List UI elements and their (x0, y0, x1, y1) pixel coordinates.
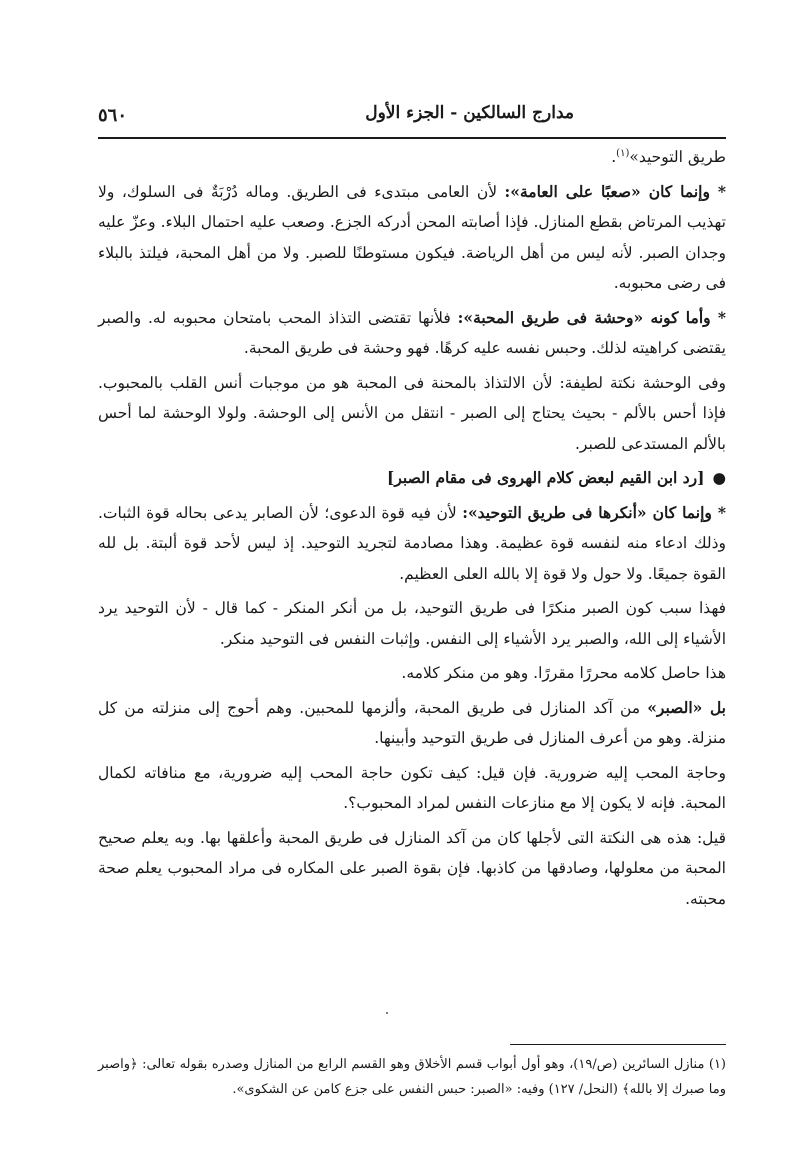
header-rule (98, 137, 726, 139)
footnote-ref[interactable]: (١) (616, 147, 630, 159)
paragraph-tail: . (611, 148, 617, 166)
section-heading (98, 463, 726, 494)
footnote (98, 1052, 726, 1102)
paragraph (98, 303, 726, 364)
paragraph-lead: بل «الصبر» (647, 697, 726, 717)
paragraph-text: لأن فيه قوة الدعوى؛ لأن الصابر يدعى بحاله قوة الثبات. وذلك ادعاء منه لنفسه قوة عظيمة. وهذا مصادمة لتجريد التوحيد. إذ ليس لأحد قوة ألبتة. بل لله القوة جميعًا. ولا حول ولا قوة إلا بالله العلى العظيم. (98, 503, 726, 583)
paragraph-lead: * وإنما كان «صعبًا على العامة»: (504, 181, 726, 201)
running-title: مدارج السالكين - الجزء الأول (365, 103, 574, 123)
page-number: ٥٦٠ (98, 105, 128, 126)
footnote-rule (510, 1044, 726, 1045)
paragraph (98, 593, 726, 654)
paragraph-lead: * وإنما كان «أنكرها فى طريق التوحيد»: (462, 502, 726, 522)
paragraph-text: لأن العامى مبتدىء فى الطريق. وماله دُرْبَةٌ فى السلوك، ولا تهذيب المرتاض بقطع المنازل. فإذا أصابته المحن أدركه الجزع. وصعب عليه احتمال البلاء. وعزّ عليه وجدان الصبر. لأنه ليس من أهل الرياضة. فيكون مستوطنًا للصبر. ولا من أهل المحبة، فيلتذ بالبلاء فى رضى محبوبه. (98, 182, 726, 292)
paragraph-text: طريق التوحيد» (629, 148, 726, 166)
paragraph (98, 758, 726, 819)
paragraph (98, 142, 726, 173)
paragraph (98, 177, 726, 299)
stray-mark (386, 1012, 388, 1014)
paragraph (98, 823, 726, 915)
bullet-icon: ● (712, 468, 726, 487)
paragraph-text: فهذا سبب كون الصبر منكرًا فى طريق التوحيد، بل من أنكر المنكر - كما قال - لأن التوحيد يرد الأشياء إلى الله، والصبر يرد الأشياء إلى النفس. وإثبات النفس فى التوحيد منكر. (98, 599, 726, 648)
paragraph-text: فلأنها تقتضى التذاذ المحب بامتحان محبوبه له. والصبر يقتضى كراهيته لذلك. وحبس نفسه عليه كرهًا. فهو وحشة فى طريق المحبة. (98, 308, 726, 357)
main-text (98, 142, 726, 918)
paragraph (98, 693, 726, 754)
paragraph-text: هذا حاصل كلامه محررًا مقررًا. وهو من منكر كلامه. (401, 664, 726, 682)
paragraph-text: وفى الوحشة نكتة لطيفة: لأن الالتذاذ بالمحنة فى المحبة هو من موجبات أنس القلب بالمحبوب. فإذا أحس بالألم - بحيث يحتاج إلى الصبر - انتقل من الأنس إلى الوحشة. ولولا الوحشة لما أحس بالألم المستدعى للصبر. (98, 373, 726, 453)
paragraph-text: من آكد المنازل فى طريق المحبة، وألزمها للمحبين. وهم أحوج إلى منزلته من كل منزلة. وهو من أعرف المنازل فى طريق التوحيد وأبينها. (98, 698, 726, 747)
section-heading-text: [رد ابن القيم لبعض كلام الهروى فى مقام الصبر] (387, 468, 705, 487)
paragraph (98, 368, 726, 460)
paragraph-text: وحاجة المحب إليه ضرورية. فإن قيل: كيف تكون حاجة المحب إليه ضرورية، مع منافاته لكمال المحبة. فإنه لا يكون إلا مع منازعات النفس لمراد المحبوب؟. (98, 763, 726, 812)
paragraph-lead: * وأما كونه «وحشة فى طريق المحبة»: (457, 307, 726, 327)
page-header (98, 103, 726, 133)
paragraph (98, 658, 726, 689)
paragraph (98, 498, 726, 590)
paragraph-text: قيل: هذه هى النكتة التى لأجلها كان من آكد المنازل فى طريق المحبة وأعلقها بها. وبه يعلم صحيح المحبة من معلولها، وصادقها من كاذبها. فإن بقوة الصبر على المكاره فى مراد المحبوب يعلم صحة محبته. (98, 828, 726, 908)
footnote-text: (١) منازل السائرين (ص/١٩)، وهو أول أبواب قسم الأخلاق وهو القسم الرابع من المنازل وصدره بقوله تعالى: ﴿واصبر وما صبرك إلا بالله﴾ (النحل/ ١٢٧) وفيه: «الصبر: حبس النفس على جزع كامن عن الشكوى». (98, 1057, 726, 1097)
